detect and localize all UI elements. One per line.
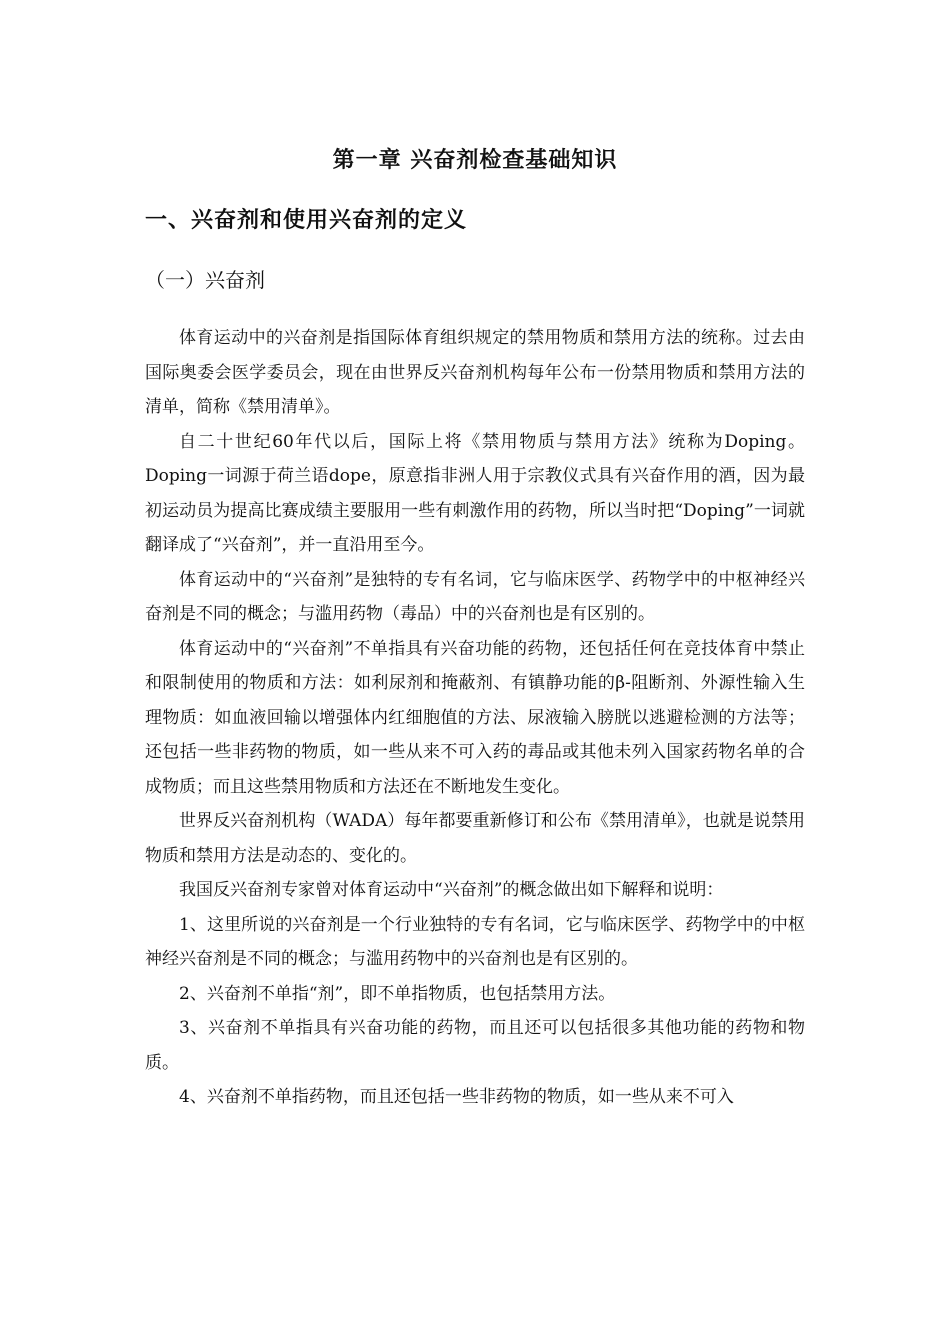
paragraph: 体育运动中的“兴奋剂”是独特的专有名词，它与临床医学、药物学中的中枢神经兴奋剂是不同的概念；与滥用药物（毒品）中的兴奋剂也是有区别的。 [145, 569, 805, 624]
paragraph: 体育运动中的兴奋剂是指国际体育组织规定的禁用物质和禁用方法的统称。过去由国际奥委会医学委员会，现在由世界反兴奋剂机构每年公布一份禁用物质和禁用方法的清单，简称《禁用清单》。 [145, 328, 805, 417]
list-item: 1、这里所说的兴奋剂是一个行业独特的专有名词，它与临床医学、药物学中的中枢神经兴奋剂是不同的概念；与滥用药物中的兴奋剂也是有区别的。 [145, 914, 805, 969]
subsection-heading: （一）兴奋剂 [145, 268, 265, 292]
list-item: 4、兴奋剂不单指药物，而且还包括一些非药物的物质，如一些从来不可入 [179, 1087, 734, 1107]
section-heading: 一、兴奋剂和使用兴奋剂的定义 [145, 208, 468, 233]
paragraph: 世界反兴奋剂机构（WADA）每年都要重新修订和公布《禁用清单》，也就是说禁用物质和禁用方法是动态的、变化的。 [145, 811, 805, 866]
paragraph: 我国反兴奋剂专家曾对体育运动中“兴奋剂”的概念做出如下解释和说明： [179, 880, 724, 900]
body-text [145, 321, 805, 1115]
list-item: 3、兴奋剂不单指具有兴奋功能的药物，而且还可以包括很多其他功能的药物和物质。 [145, 1018, 805, 1073]
chapter-title: 第一章 兴奋剂检查基础知识 [332, 148, 618, 173]
paragraph: 自二十世纪60年代以后，国际上将《禁用物质与禁用方法》统称为Doping。Doping一词源于荷兰语dope，原意指非洲人用于宗教仪式具有兴奋作用的酒，因为最初运动员为提高比赛成绩主要服用一些有刺激作用的药物，所以当时把“Doping”一词就翻译成了“兴奋剂”，并一直沿用至今。 [145, 431, 805, 555]
list-item: 2、兴奋剂不单指“剂”，即不单指物质，也包括禁用方法。 [179, 983, 616, 1004]
paragraph: 体育运动中的“兴奋剂”不单指具有兴奋功能的药物，还包括任何在竞技体育中禁止和限制使用的物质和方法：如利尿剂和掩蔽剂、有镇静功能的β-阻断剂、外源性输入生理物质：如血液回输以增强体内红细胞值的方法、尿液输入膀胱以逃避检测的方法等；还包括一些非药物的物质，如一些从来不可入药的毒品或其他未列入国家药物名单的合成物质；而且这些禁用物质和方法还在不断地发生变化。 [145, 638, 805, 797]
